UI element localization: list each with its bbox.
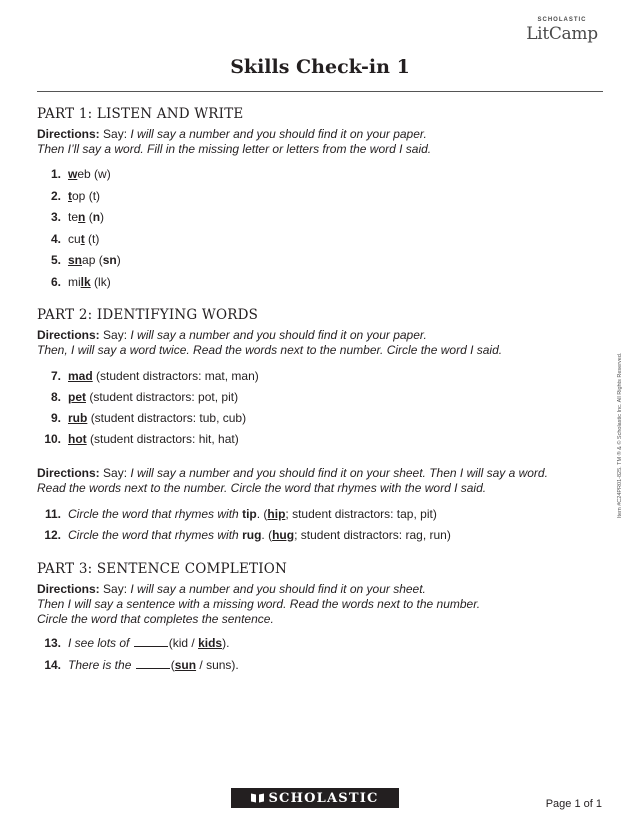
part1-item: 3. ten (n): [50, 210, 105, 224]
directions-line2: Then I’ll say a word. Fill in the missing letter or letters from the word I said.: [37, 142, 432, 156]
part1-item: 5. snap (sn): [50, 253, 121, 267]
part1-item: 2. top (t): [50, 189, 101, 203]
part2-rhyme-item: 12. Circle the word that rhymes with rug. (hug; student distractors: rag, run): [44, 528, 451, 542]
scholastic-footer-logo: [231, 788, 399, 808]
logo-publisher: SCHOLASTIC: [537, 17, 587, 23]
title-divider: [37, 91, 603, 92]
part2-item: 9. rub (student distractors: tub, cub): [50, 411, 247, 425]
part1-item: 1. web (w): [50, 167, 111, 181]
part1-directions: [37, 127, 431, 157]
directions-line1: I will say a number and you should find it on your paper.: [130, 127, 427, 141]
answer-blank: [136, 658, 170, 669]
part2-directions: Directions: Say: I will say a number and you should find it on your paper. Then, I will say a word twice. Read the words next to the number. Circle the word I said.: [37, 328, 503, 357]
part2-item: 7. mad (student distractors: mat, man): [50, 369, 259, 383]
answer-blank: [134, 636, 168, 647]
page-number: Page 1 of 1: [545, 798, 602, 810]
directions-say: Say:: [103, 127, 128, 141]
part2-heading: PART 2: IDENTIFYING WORDS: [37, 307, 259, 323]
logo-product: LitCamp: [526, 24, 598, 44]
directions-label: Directions:: [37, 127, 100, 141]
part3-item: 13. I see lots of (kid / kids).: [44, 636, 230, 650]
part1-item: 4. cut (t): [50, 232, 100, 246]
part3-heading: PART 3: SENTENCE COMPLETION: [37, 561, 288, 577]
part3-directions: Directions: Say: I will say a number and you should find it on your sheet. Then I will say a sentence with a missing word. Read the words next to the number. Circle the word that completes the sentence.: [37, 582, 481, 626]
copyright-note: Item #C24PR01-825. TM ® & © Scholastic Inc. All Rights Reserved.: [617, 352, 623, 518]
part1-item: 6. milk (lk): [50, 275, 111, 289]
page-title: Skills Check-in 1: [230, 56, 410, 78]
part2-rhyme-directions: Directions: Say: I will say a number and you should find it on your sheet. Then I will say a word. Read the words next to the number. Circle the word that rhymes with the word I said.: [37, 466, 548, 495]
litcamp-logo: [522, 17, 602, 44]
part2-item: 10. hot (student distractors: hit, hat): [44, 432, 239, 446]
part3-item: 14. There is the (sun / suns).: [44, 658, 239, 672]
part2-item: 8. pet (student distractors: pot, pit): [50, 390, 239, 404]
part1-heading: PART 1: LISTEN AND WRITE: [37, 106, 244, 122]
footer-logo-text: SCHOLASTIC: [268, 790, 379, 806]
part2-rhyme-item: 11. Circle the word that rhymes with tip. (hip; student distractors: tap, pit): [44, 507, 437, 521]
open-book-icon: [251, 793, 264, 803]
